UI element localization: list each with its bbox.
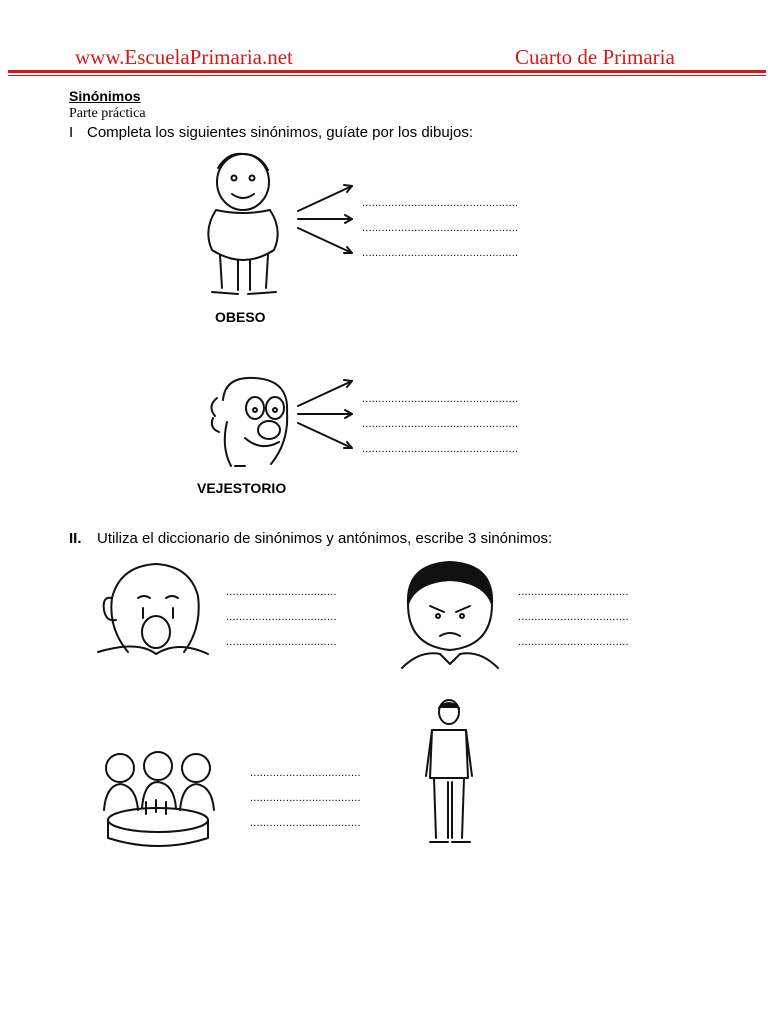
angry-child-drawing bbox=[400, 560, 500, 668]
angry-line-1[interactable]: .................................. bbox=[518, 586, 629, 598]
part1-number: I bbox=[69, 124, 74, 141]
angry-line-2[interactable]: .................................. bbox=[518, 611, 629, 623]
birthday-line-3[interactable]: .................................. bbox=[250, 817, 361, 829]
grade-label: Cuarto de Primaria bbox=[515, 45, 675, 69]
page-subtitle: Parte práctica bbox=[69, 106, 146, 121]
obeso-line-1[interactable]: ................................................ bbox=[362, 197, 519, 209]
birthday-children-drawing bbox=[100, 750, 218, 850]
crying-child-drawing bbox=[98, 558, 208, 668]
vejestorio-line-2[interactable]: ................................................ bbox=[362, 418, 519, 430]
page-title: Sinónimos bbox=[69, 88, 141, 104]
crying-line-3[interactable]: .................................. bbox=[226, 636, 337, 648]
vejestorio-line-3[interactable]: ................................................ bbox=[362, 443, 519, 455]
header-rule bbox=[8, 70, 766, 73]
part2-instruction bbox=[69, 530, 552, 547]
obese-boy-drawing bbox=[198, 150, 288, 300]
birthday-line-2[interactable]: .................................. bbox=[250, 792, 361, 804]
crying-line-1[interactable]: .................................. bbox=[226, 586, 337, 598]
part2-instruction-text: Utiliza el diccionario de sinónimos y antónimos, escribe 3 sinónimos: bbox=[97, 530, 553, 547]
angry-line-3[interactable]: .................................. bbox=[518, 636, 629, 648]
part1-instruction-text: Completa los siguientes sinónimos, guíate por los dibujos: bbox=[87, 124, 474, 141]
standing-boy-drawing bbox=[422, 698, 476, 848]
obeso-label: OBESO bbox=[215, 309, 266, 325]
old-man-drawing bbox=[205, 372, 295, 470]
obeso-line-2[interactable]: ................................................ bbox=[362, 222, 519, 234]
birthday-line-1[interactable]: .................................. bbox=[250, 767, 361, 779]
crying-line-2[interactable]: .................................. bbox=[226, 611, 337, 623]
part1-instruction bbox=[69, 124, 473, 141]
obeso-line-3[interactable]: ................................................ bbox=[362, 247, 519, 259]
vejestorio-label: VEJESTORIO bbox=[197, 480, 287, 496]
part2-number: II. bbox=[69, 530, 82, 547]
vejestorio-line-1[interactable]: ................................................ bbox=[362, 393, 519, 405]
header-rule-thin bbox=[8, 75, 766, 76]
old-man-arrows bbox=[298, 378, 358, 453]
site-url: www.EscuelaPrimaria.net bbox=[75, 45, 293, 69]
obese-arrows bbox=[298, 183, 358, 258]
